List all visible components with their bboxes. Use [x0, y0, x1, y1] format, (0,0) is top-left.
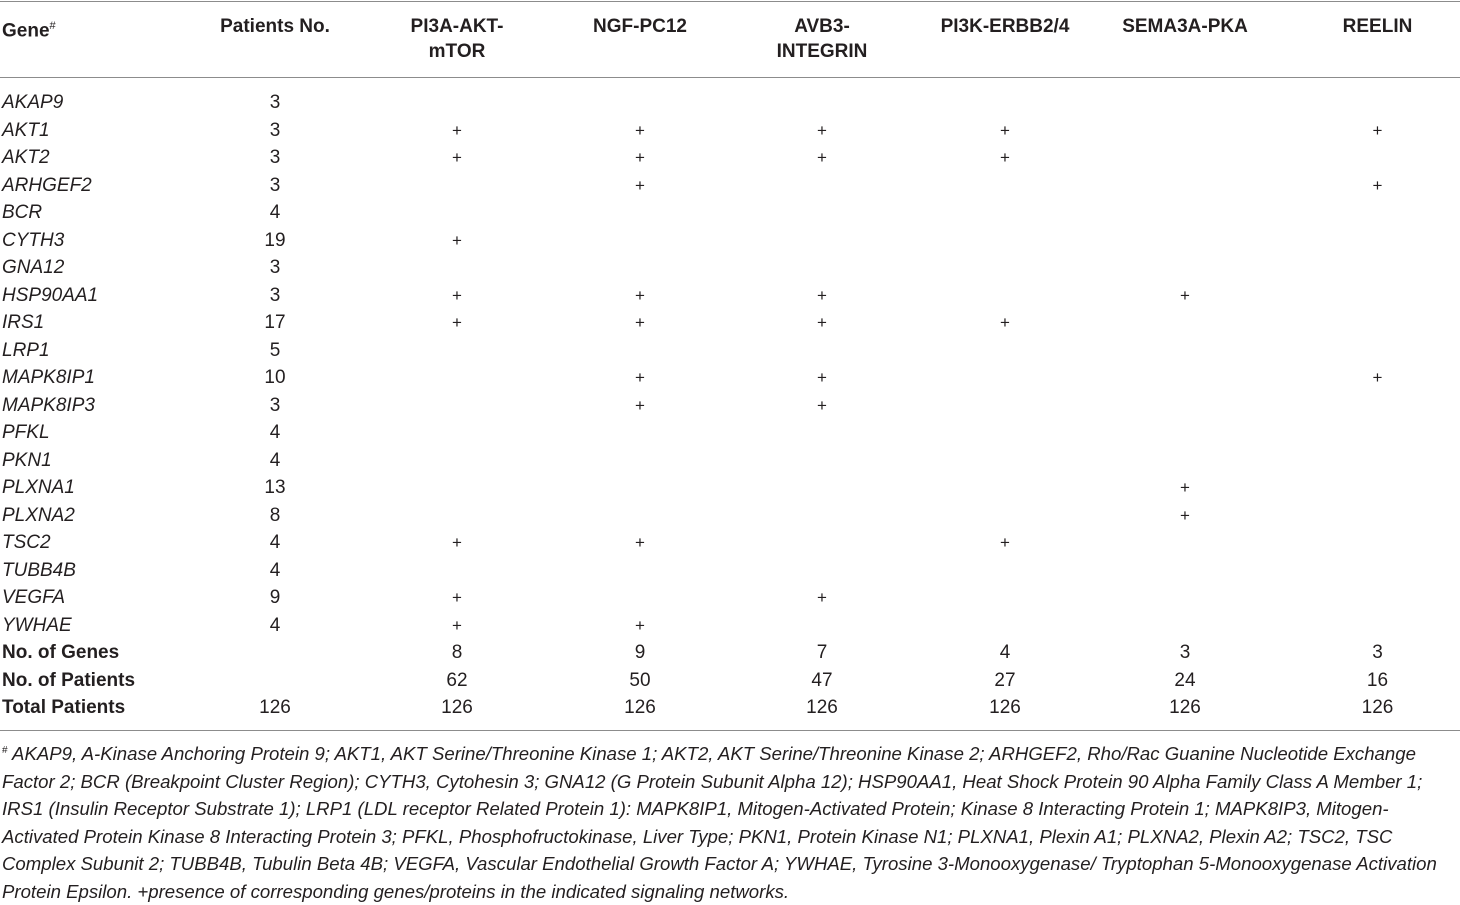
table-row: [0, 254, 1460, 282]
network-cell: +: [817, 313, 827, 332]
gene-name: IRS1: [2, 312, 45, 333]
network-cell: 126: [806, 697, 838, 718]
table-row: [0, 529, 1460, 557]
header-patients: Patients No.: [220, 16, 330, 37]
network-cell: +: [817, 395, 827, 415]
table-row: [0, 282, 1460, 310]
header-gene: Gene#: [2, 20, 56, 42]
network-cell: 126: [441, 697, 473, 718]
gene-name: AKAP9: [2, 92, 64, 113]
gene-name: MAPK8IP3: [2, 394, 95, 416]
header-pi3a-akt-mtor: PI3A-AKT- mTOR: [410, 16, 504, 62]
gene-name: BCR: [2, 202, 43, 223]
network-cell: 50: [629, 669, 651, 691]
footnote-text: AKAP9, A-Kinase Anchoring Protein 9; AKT1, AKT Serine/Threonine Kinase 1; AKT2, AKT Serine/Threonine Kinase 2; ARHGEF2, Rho/Rac Guanine Nucleotide Exchange Factor 2; BCR (Breakpoint Cluster Region); CYTH3, Cytohesin 3; GNA12 (G Protein Subunit Alpha 12); HSP90AA1, Heat Shock Protein 90 Alpha Family Class A Member 1; IRS1 (Insulin Receptor Substrate 1); LRP1 (LDL receptor Related Protein 1): MAPK8IP1, Mitogen-Activated Protein; Kinase 8 Interacting Protein 1; MAPK8IP3, Mitogen-Activated Protein Kinase 8 Interacting Protein 3; PFKL, Phosphofructokinase, Liver Type; PKN1, Protein Kinase N1; PLXNA1, Plexin A1; PLXNA2, Plexin A2; TSC2, TSC Complex Subunit 2; TUBB4B, Tubulin Beta 4B; VEGFA, Vascular Endothelial Growth Factor A; YWHAE, Tyrosine 3-Monooxygenase/ Tryptophan 5-Monooxygenase Activation Protein Epsilon. +presence of corresponding genes/proteins in the indicated signaling networks.: [2, 743, 1437, 902]
patients-cell: 3: [269, 174, 281, 196]
network-cell: 47: [811, 669, 833, 691]
patients-cell: 5: [269, 339, 281, 361]
network-cell: +: [1000, 120, 1010, 140]
summary-label: No. of Genes: [2, 642, 120, 663]
table-row: [0, 172, 1460, 200]
header-ngf-pc12: NGF-PC12: [593, 16, 687, 37]
network-cell: +: [1000, 533, 1010, 552]
network-cell: 4: [999, 642, 1011, 663]
network-cell: +: [1180, 478, 1190, 497]
gene-name: TSC2: [2, 532, 51, 553]
network-cell: 7: [816, 642, 828, 663]
table-row: [0, 117, 1460, 145]
network-cell: 126: [1169, 697, 1201, 718]
patients-cell: 10: [264, 367, 286, 388]
network-cell: +: [635, 120, 645, 140]
network-cell: +: [635, 615, 645, 635]
network-cell: +: [1000, 148, 1010, 167]
summary-row: [0, 639, 1460, 667]
table-body: [0, 89, 1460, 722]
network-cell: +: [452, 533, 462, 552]
table-row: [0, 474, 1460, 502]
table-row: [0, 419, 1460, 447]
network-cell: +: [635, 285, 645, 305]
gene-name: PFKL: [2, 422, 50, 443]
gene-name: VEGFA: [2, 587, 65, 608]
table-row: [0, 502, 1460, 530]
gene-name: PLXNA2: [2, 504, 75, 526]
header-sema3a-pka: SEMA3A-PKA: [1122, 16, 1248, 37]
patients-cell: 9: [269, 587, 281, 608]
network-cell: +: [817, 148, 827, 167]
network-cell: +: [817, 120, 827, 140]
patients-cell: 4: [269, 532, 281, 553]
network-cell: +: [635, 175, 645, 195]
table-row: [0, 89, 1460, 117]
network-cell: +: [452, 313, 462, 332]
network-cell: +: [1180, 285, 1190, 305]
gene-name: AKT2: [2, 147, 50, 168]
table-row: [0, 392, 1460, 420]
network-cell: +: [1372, 368, 1383, 387]
table-row: [0, 309, 1460, 337]
network-cell: +: [1000, 313, 1010, 332]
header-gene-mark: #: [49, 20, 56, 32]
table-row: [0, 337, 1460, 365]
gene-name: LRP1: [2, 339, 50, 361]
patients-cell: 3: [269, 284, 281, 306]
network-cell: +: [817, 285, 827, 305]
table-row: [0, 584, 1460, 612]
network-cell: 3: [1372, 642, 1383, 663]
network-cell: +: [817, 368, 827, 387]
table-row: [0, 364, 1460, 392]
table-footnote: [2, 737, 1452, 905]
gene-name: PLXNA1: [2, 477, 75, 498]
network-cell: +: [817, 588, 827, 607]
summary-row: [0, 694, 1460, 722]
network-cell: 62: [446, 669, 468, 691]
network-cell: +: [635, 533, 645, 552]
table-row: [0, 612, 1460, 640]
patients-cell: 8: [269, 504, 281, 526]
top-rule: [0, 1, 1460, 2]
network-cell: 9: [634, 642, 646, 663]
network-cell: 126: [989, 697, 1021, 718]
network-cell: +: [1180, 505, 1190, 525]
header-rule: [0, 77, 1460, 78]
network-cell: 126: [624, 697, 656, 718]
patients-cell: 3: [269, 394, 281, 416]
gene-name: TUBB4B: [2, 559, 76, 581]
gene-name: GNA12: [2, 257, 65, 278]
network-cell: 3: [1179, 642, 1191, 663]
network-cell: +: [452, 615, 462, 635]
table-row: [0, 227, 1460, 255]
network-cell: 126: [1361, 697, 1394, 718]
footnote-mark: #: [2, 745, 8, 756]
summary-label: No. of Patients: [2, 669, 136, 691]
gene-name: CYTH3: [2, 229, 65, 251]
network-cell: +: [452, 230, 462, 250]
network-cell: +: [635, 313, 645, 332]
network-cell: +: [635, 368, 645, 387]
network-cell: 8: [451, 642, 463, 663]
gene-name: HSP90AA1: [2, 284, 99, 306]
patients-cell: 126: [259, 697, 291, 718]
table-row: [0, 199, 1460, 227]
summary-label: Total Patients: [2, 697, 126, 718]
table-row: [0, 447, 1460, 475]
patients-cell: 3: [269, 119, 281, 141]
gene-name: YWHAE: [2, 614, 72, 636]
bottom-rule: [0, 730, 1460, 731]
patients-cell: 3: [269, 92, 281, 113]
network-cell: +: [452, 285, 462, 305]
patients-cell: 4: [269, 202, 281, 223]
gene-name: ARHGEF2: [2, 174, 92, 196]
patients-cell: 19: [264, 229, 286, 251]
table-row: [0, 557, 1460, 585]
header-reelin: REELIN: [1342, 16, 1413, 37]
gene-name: MAPK8IP1: [2, 367, 95, 388]
gene-name: AKT1: [2, 119, 50, 141]
header-avb3-integrin: AVB3- INTEGRIN: [776, 16, 868, 62]
network-cell: +: [452, 120, 462, 140]
network-cell: +: [1372, 120, 1383, 140]
patients-cell: 13: [264, 477, 286, 498]
patients-cell: 3: [269, 147, 281, 168]
network-cell: 16: [1366, 669, 1389, 691]
gene-name: PKN1: [2, 449, 52, 471]
patients-cell: 4: [269, 422, 281, 443]
network-cell: +: [635, 148, 645, 167]
patients-cell: 17: [264, 312, 286, 333]
patients-cell: 4: [269, 559, 281, 581]
network-cell: +: [452, 588, 462, 607]
patients-cell: 4: [269, 449, 281, 471]
table-row: [0, 144, 1460, 172]
summary-row: [0, 667, 1460, 695]
patients-cell: 4: [269, 614, 281, 636]
header-pi3k-erbb2-4: PI3K-ERBB2/4: [940, 16, 1070, 37]
network-cell: +: [635, 395, 645, 415]
network-cell: +: [452, 148, 462, 167]
network-cell: 27: [994, 669, 1016, 691]
patients-cell: 3: [269, 257, 281, 278]
network-cell: 24: [1174, 669, 1196, 691]
network-cell: +: [1372, 175, 1383, 195]
